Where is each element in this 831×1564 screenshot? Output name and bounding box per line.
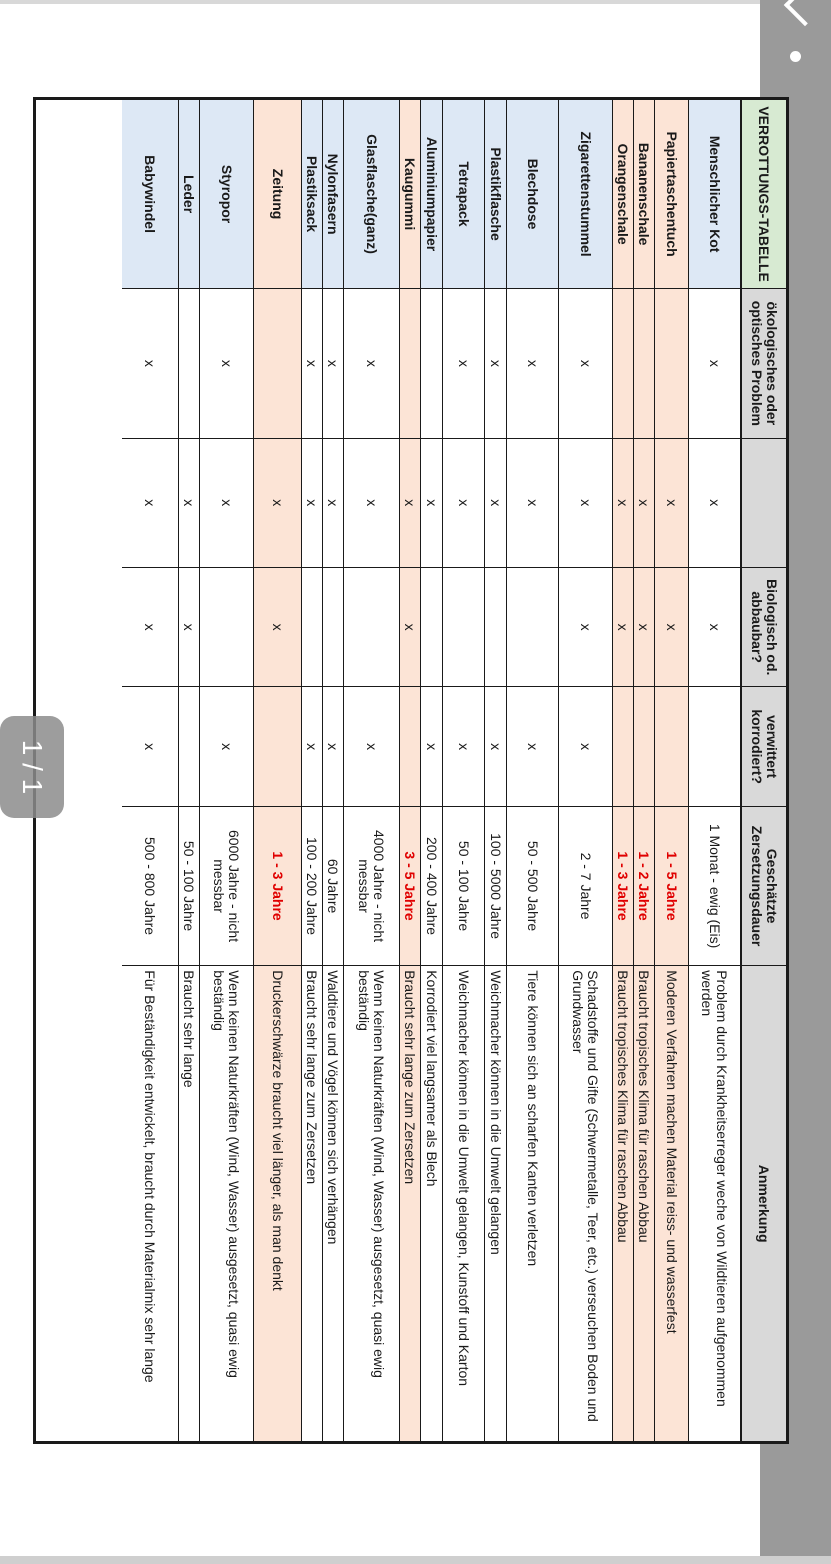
decay-table (33, 97, 789, 1444)
abbaubar-cell: x (400, 439, 420, 568)
verwittert-cell (443, 568, 484, 687)
problem-cell (634, 289, 654, 438)
problem-cell (613, 289, 633, 438)
table-row (484, 100, 506, 1441)
duration-cell: 3 - 5 Jahre (400, 807, 420, 966)
table-row (399, 100, 420, 1441)
problem-cell: x (689, 289, 740, 438)
verwittert-cell: x (122, 568, 178, 687)
verrottet-cell: x (507, 687, 558, 806)
row-name-cell: Zeitung (254, 100, 301, 289)
note-cell: Problem durch Krankheitserreger weche von Wildtieren aufgenommen werden (699, 970, 731, 1407)
problem-cell: x (443, 289, 484, 438)
abbaubar-cell: x (421, 439, 442, 568)
problem-cell (421, 289, 442, 438)
abbaubar-cell: x (179, 439, 199, 568)
row-name-cell: Orangenschale (613, 100, 633, 289)
note-cell: Korrodiert viel langsamer als Blech (424, 970, 440, 1187)
note-cell: Für Beständigkeit entwickelt, braucht durch Materialmix sehr lange (142, 970, 159, 1383)
problem-cell: x (323, 289, 343, 438)
note-cell: Tiere können sich an scharfen Kanten verletzen (525, 970, 541, 1267)
abbaubar-cell: x (443, 439, 484, 568)
duration-cell: 50 - 500 Jahre (507, 807, 558, 966)
note-cell: Schadstoffe und Gifte (Schwermetalle, Teer, etc.) verseuchen Boden und Grundwasser (570, 970, 602, 1422)
verrottet-cell (400, 687, 420, 806)
verrottet-cell: x (200, 687, 253, 806)
verwittert-cell: x (655, 568, 688, 687)
header-cell-anmerkung: Anmerkung (742, 966, 786, 1441)
row-name-cell: Glasflasche(ganz) (344, 100, 399, 289)
duration-cell: 4000 Jahre - nicht messbar (344, 807, 399, 966)
table-row (301, 100, 322, 1441)
verwittert-cell (421, 568, 442, 687)
problem-cell: x (559, 289, 612, 438)
note-cell: Wenn keinen Naturkräften (Wind, Wasser) ausgesetzt, quasi ewig beständig (211, 970, 243, 1378)
note-cell: Weichmacher können in die Umwelt gelangen, Kunstoff und Karton (456, 970, 472, 1387)
verwittert-cell: x (689, 568, 740, 687)
row-name-cell: Tetrapack (443, 100, 484, 289)
table-row (506, 100, 558, 1441)
row-name-cell: Bananenschale (634, 100, 654, 289)
table-row (420, 100, 442, 1441)
problem-cell: x (507, 289, 558, 438)
problem-cell (254, 289, 301, 438)
verwittert-cell: x (634, 568, 654, 687)
abbaubar-cell: x (689, 439, 740, 568)
abbaubar-cell: x (302, 439, 322, 568)
row-name-cell: Blechdose (507, 100, 558, 289)
abbaubar-cell: x (344, 439, 399, 568)
row-name-cell: Papiertaschentuch (655, 100, 688, 289)
row-name-cell: Zigarettenstummel (559, 100, 612, 289)
table-row (178, 100, 199, 1441)
verwittert-cell: x (400, 568, 420, 687)
verrottet-cell: x (122, 687, 178, 806)
abbaubar-cell: x (254, 439, 301, 568)
row-name-cell: Plastikflasche (485, 100, 506, 289)
verrottet-cell: x (485, 687, 506, 806)
row-name-cell: Leder (179, 100, 199, 289)
duration-cell: 50 - 100 Jahre (179, 807, 199, 966)
header-cell-name: VERROTTUNGS-TABELLE (742, 100, 786, 289)
verwittert-cell (200, 568, 253, 687)
header-cell-abbaubar: Biologisch od. abbaubar? (742, 568, 786, 687)
duration-cell: 1 - 3 Jahre (254, 807, 301, 966)
note-cell: Braucht tropisches Klima für raschen Abbau (615, 970, 632, 1243)
verwittert-cell: x (179, 568, 199, 687)
table-row (253, 100, 301, 1441)
verwittert-cell: x (254, 568, 301, 687)
row-name-cell: Kaugummi (400, 100, 420, 289)
table-row (558, 100, 612, 1441)
abbaubar-cell: x (655, 439, 688, 568)
verrottet-cell (613, 687, 633, 806)
verwittert-cell: x (613, 568, 633, 687)
duration-cell: 50 - 100 Jahre (443, 807, 484, 966)
problem-cell: x (302, 289, 322, 438)
verrottet-cell (254, 687, 301, 806)
table-row (199, 100, 253, 1441)
duration-cell: 1 - 3 Jahre (613, 807, 633, 966)
verwittert-cell (507, 568, 558, 687)
verrottet-cell: x (302, 687, 322, 806)
verrottet-cell (179, 687, 199, 806)
duration-cell: 500 - 800 Jahre (122, 807, 178, 966)
table-row (442, 100, 484, 1441)
verrottet-cell: x (559, 687, 612, 806)
verrottet-cell (655, 687, 688, 806)
duration-cell: 1 - 5 Jahre (655, 807, 688, 966)
row-name-cell: Aluminiumpapier (421, 100, 442, 289)
header-cell-dauer: Geschätzte Zersetzungsdauer (742, 807, 786, 966)
verrottet-cell: x (443, 687, 484, 806)
duration-cell: 2 - 7 Jahre (559, 807, 612, 966)
duration-cell: 100 - 5000 Jahre (485, 807, 506, 966)
header-cell-verwittert: verwittert korrodiert? (742, 687, 786, 806)
abbaubar-cell: x (634, 439, 654, 568)
note-cell: Braucht sehr lange zum Zersetzen (304, 970, 321, 1185)
duration-cell: 100 - 200 Jahre (302, 807, 322, 966)
duration-cell: 200 - 400 Jahre (421, 807, 442, 966)
verrottet-cell: x (344, 687, 399, 806)
verrottet-cell (689, 687, 740, 806)
verrottet-cell: x (323, 687, 343, 806)
row-name-cell: Styropor (200, 100, 253, 289)
abbaubar-cell: x (323, 439, 343, 568)
problem-cell (400, 289, 420, 438)
problem-cell: x (200, 289, 253, 438)
problem-cell: x (344, 289, 399, 438)
abbaubar-cell: x (122, 439, 178, 568)
abbaubar-cell: x (613, 439, 633, 568)
table-row (122, 100, 178, 1441)
row-name-cell: Babywindel (122, 100, 178, 289)
table-row (343, 100, 399, 1441)
note-cell: Wenn keinen Naturkräften (Wind, Wasser) ausgesetzt, quasi ewig beständig (356, 970, 388, 1378)
verwittert-cell (485, 568, 506, 687)
verwittert-cell (344, 568, 399, 687)
verwittert-cell (302, 568, 322, 687)
note-cell: Braucht sehr lange (181, 970, 198, 1088)
header-cell-problem: ökologisches oder optisches Problem (742, 289, 786, 438)
table-row (688, 100, 740, 1441)
duration-cell: 60 Jahre (323, 807, 343, 966)
verrottet-cell: x (421, 687, 442, 806)
problem-cell: x (122, 289, 178, 438)
page-indicator (0, 716, 64, 818)
row-name-cell: Plastiksack (302, 100, 322, 289)
note-cell: Druckerschwärze braucht viel länger, als man denkt (270, 970, 286, 1291)
abbaubar-cell: x (485, 439, 506, 568)
verwittert-cell (323, 568, 343, 687)
abbaubar-cell: x (559, 439, 612, 568)
note-cell: Moderen Verfahren machen Material reiss- und wasserfest (664, 970, 680, 1334)
header-cell-blank (742, 439, 786, 568)
note-cell: Braucht sehr lange zum Zersetzen (402, 970, 419, 1185)
table-header-row (740, 100, 786, 1441)
verwittert-cell: x (559, 568, 612, 687)
row-name-cell: Menschlicher Kot (689, 100, 740, 289)
note-cell: Weichmacher können in die Umwelt gelangen (488, 970, 504, 1255)
problem-cell (179, 289, 199, 438)
table-row (612, 100, 633, 1441)
abbaubar-cell: x (507, 439, 558, 568)
row-name-cell: Nylonfasern (323, 100, 343, 289)
table-row (322, 100, 343, 1441)
note-cell: Waldtiere und Vögel können sich verhängen (325, 970, 342, 1245)
page-indicator-label: 1 / 1 (17, 739, 48, 795)
abbaubar-cell: x (200, 439, 253, 568)
duration-cell: 1 Monat - ewig (Eis) (689, 807, 740, 966)
duration-cell: 1 - 2 Jahre (634, 807, 654, 966)
verrottet-cell (634, 687, 654, 806)
problem-cell (655, 289, 688, 438)
duration-cell: 6000 Jahre - nicht messbar (200, 807, 253, 966)
table-row (633, 100, 654, 1441)
table-row (654, 100, 688, 1441)
note-cell: Braucht tropisches Klima für raschen Abbau (636, 970, 653, 1243)
problem-cell: x (485, 289, 506, 438)
